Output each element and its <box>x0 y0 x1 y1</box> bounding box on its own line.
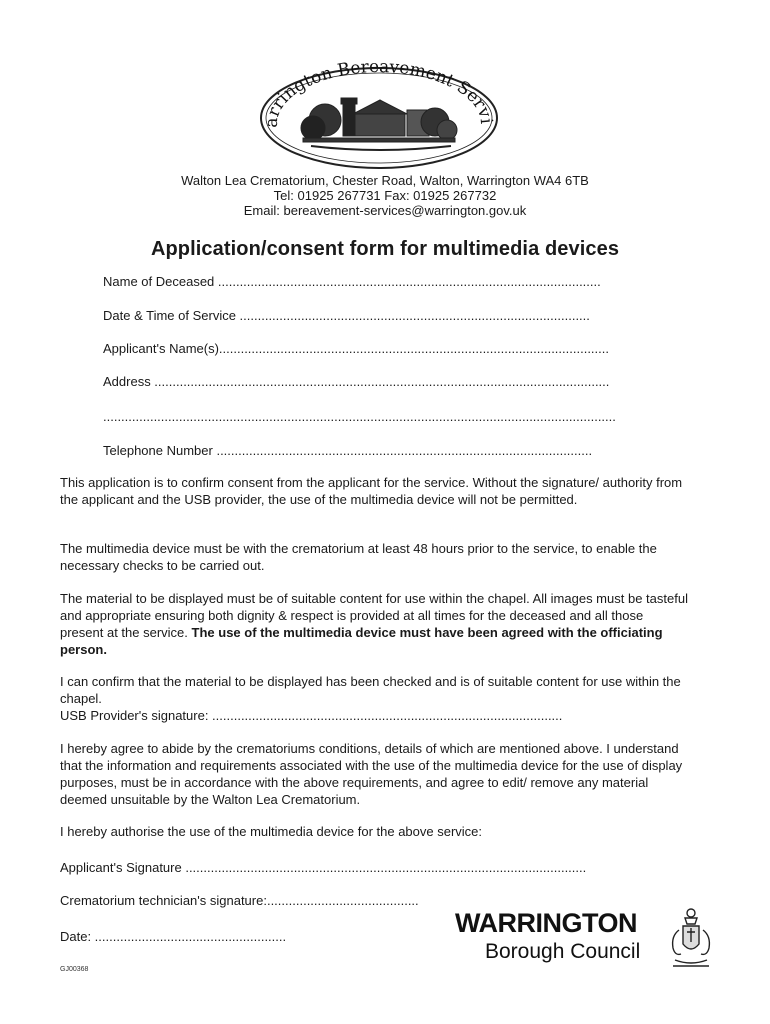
telephone-number-field[interactable]: Telephone Number ........................................................................................................ <box>103 443 593 458</box>
telephone-fax-line: Tel: 01925 267731 Fax: 01925 267732 <box>273 188 497 203</box>
confirm-material-text: I can confirm that the material to be displayed has been checked and is of suitable content for use within the chapel. <box>60 674 681 706</box>
paragraph-suitable-content-text: The material to be displayed must be of suitable content for use within the chapel. All images must be tasteful and appropriate ensuring both dignity & respect is provided at all times for the deceased and all those present at the service. <box>60 591 688 640</box>
applicant-signature-field[interactable]: Applicant's Signature ............................................................................................................... <box>60 860 587 875</box>
council-subtitle: Borough Council <box>485 940 641 963</box>
paragraph-authorise: I hereby authorise the use of the multimedia device for the above service: <box>60 824 483 839</box>
coat-of-arms-icon <box>665 904 717 974</box>
paragraph-suitable-content <box>60 590 690 658</box>
address-field[interactable]: Address .............................................................................................................................. <box>103 374 610 389</box>
technician-signature-field[interactable]: Crematorium technician's signature:.......................................... <box>60 893 419 908</box>
paragraph-confirm-material <box>60 673 690 724</box>
date-field[interactable]: Date: ..................................................... <box>60 929 287 944</box>
form-title: Application/consent form for multimedia devices <box>150 238 620 260</box>
applicant-names-field[interactable]: Applicant's Name(s)............................................................................................................ <box>103 341 609 356</box>
warrington-borough-council-logo <box>455 904 717 974</box>
usb-provider-signature-field[interactable]: USB Provider's signature: ................................................................................................. <box>60 708 563 723</box>
address-field-line-2[interactable]: .............................................................................................................................................. <box>103 409 616 424</box>
bereavement-service-logo <box>255 62 503 170</box>
paragraph-consent: This application is to confirm consent from the applicant for the service. Without the signature/ authority from the applicant and the USB provider, the use of the multimedia device will not be permitted. <box>60 475 683 507</box>
officiating-person-notice: The use of the multimedia device must have been agreed with the officiating person. <box>60 625 663 657</box>
form-reference-code: GJ00368 <box>60 966 89 973</box>
email-line: Email: bereavement-services@warrington.gov.uk <box>243 203 527 218</box>
paragraph-agreement: I hereby agree to abide by the crematoriums conditions, details of which are mentioned above. I understand that the information and requirements associated with the use of the multimedia device for the use of display purposes, must be in accordance with the above requirements, and agree to edit/ remove any material deemed unsuitable by the Walton Lea Crematorium. <box>60 741 683 807</box>
council-name: WARRINGTON <box>455 908 637 938</box>
name-of-deceased-field[interactable]: Name of Deceased .......................................................................................................... <box>103 274 601 289</box>
date-time-of-service-field[interactable]: Date & Time of Service ................................................................................................. <box>103 308 590 323</box>
paragraph-48-hours: The multimedia device must be with the crematorium at least 48 hours prior to the service, to enable the necessary checks to be carried out. <box>60 541 657 573</box>
address-line: Walton Lea Crematorium, Chester Road, Walton, Warrington WA4 6TB <box>181 173 589 188</box>
svg-text:Warrington Bereavement Service: arrington Bereavement Servi <box>261 62 497 129</box>
